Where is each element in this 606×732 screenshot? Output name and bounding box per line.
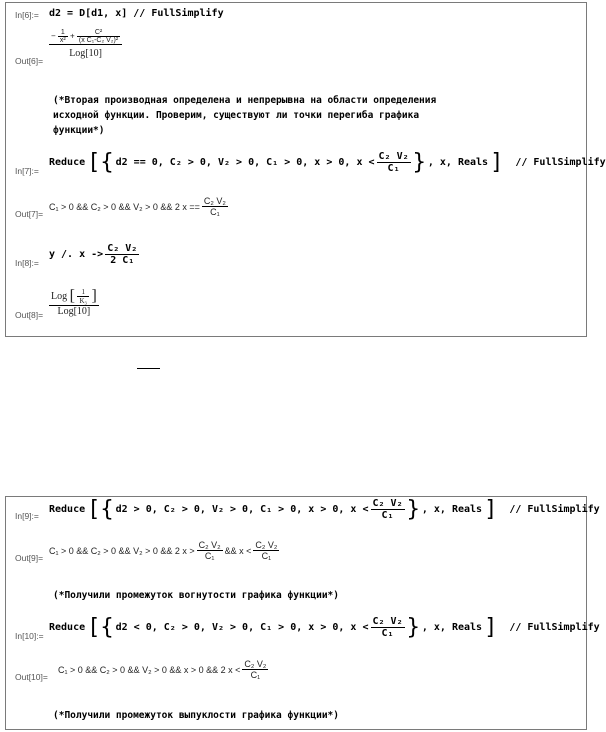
out8-denominator: Log[10] [57,306,91,317]
in8-frac-num: C₂ V₂ [107,243,138,254]
out9-frac1-num: C₂ V₂ [198,540,221,550]
out10-frac-num: C₂ V₂ [244,659,267,669]
out7-frac-num: C₂ V₂ [203,196,226,206]
in7-vars: , x, Reals [427,157,489,168]
out10-label: Out[10]= [15,672,48,682]
in9-label: In[9]:= [15,511,39,521]
out7-text: C₁ > 0 && C₂ > 0 && V₂ > 0 && 2 x == [49,201,200,212]
in10-conditions: d2 < 0, C₂ > 0, V₂ > 0, C₁ > 0, x > 0, x < [115,622,369,633]
in7-label: In[7]:= [15,166,39,176]
in9-reduce: Reduce [49,504,86,515]
notebook-cells-bottom: In[9]:= Reduce [{ d2 > 0, C₂ > 0, V₂ > 0, C₁ > 0, x > 0, x < $\frac{\text{C₂ V₂}}{\text{C₁}}$ } , x, Reals ] // FullSimplify Out[9]= C₁ > 0 && C₂ > 0 && V₂ > 0 && 2 x > $\frac{\text{C₂ V₂}}{\text{C₁}}$ && x < $\frac{\text{C₂ V₂}}{\text{C₁}}$ (*Получили промежуток вогнутости графика функции*) In[10]:= Reduce [{ d2 < 0, C₂ > 0, V₂ > 0, C₁ > 0, x > 0, x < $\frac{\text{C₂ V₂}}{\text{C₁}}$ } , x, Reals ] // FullSimplify Out[10]= C₁ > 0 && C₂ > 0 && V₂ > 0 && x > 0 && 2 x < $\frac{\text{C₂ V₂}}{\text{C₁}}$ (*Получили промежуток выпуклости графика функции*) [5,496,587,730]
out6-term1-den: x² [59,37,66,44]
comment3-text: (*Получили промежуток выпуклости графика функции*) [53,710,339,721]
in9-suffix: // FullSimplify [509,504,600,515]
in7-frac-num: C₂ V₂ [378,151,409,162]
in8-text: y /. x -> [49,249,104,260]
in10-frac-den: C₁ [381,628,394,639]
out7-frac-den: C₁ [210,207,220,217]
out9-label: Out[9]= [15,553,44,563]
comment1-line1: (*Вторая производная определена и непрерывна на области определения [53,95,437,106]
out6-term2-den: (x C₁-C₂ V₂)² [78,37,119,44]
out10-frac-den: C₁ [250,670,261,680]
out8-inner-den: K₃ [79,297,87,305]
in7-reduce: Reduce [49,157,86,168]
in8-frac-den: 2 C₁ [110,255,135,266]
out6-term2-num: C² [77,29,120,37]
out9-frac1-den: C₁ [204,551,215,561]
in9-frac-den: C₁ [381,510,394,521]
in7-frac-den: C₁ [387,163,400,174]
comment2-text: (*Получили промежуток вогнутости графика функции*) [53,590,339,601]
out9-text: C₁ > 0 && C₂ > 0 && V₂ > 0 && 2 x > [49,545,195,556]
in9-frac-num: C₂ V₂ [372,498,403,509]
out8-label: Out[8]= [15,310,44,320]
in9-vars: , x, Reals [421,504,483,515]
out10-text: C₁ > 0 && C₂ > 0 && V₂ > 0 && x > 0 && 2 x < [58,664,241,675]
out7-label: Out[7]= [15,209,44,219]
comment1-line2: исходной функции. Проверим, существуют ли точки перегиба графика [53,110,420,121]
in10-reduce: Reduce [49,622,86,633]
out6-expression: − $\frac{1}{\text{x²}}$ + $\frac{\text{C²}}{\text{(x C₁-C₂ V₂)²}}$ Log[10] [49,29,122,59]
out9-mid: && x < [224,545,252,556]
out6-term1-num: 1 [58,29,68,37]
in10-vars: , x, Reals [421,622,483,633]
out8-inner-num: 1 [77,288,89,297]
comment1-line3: функции*) [53,125,105,136]
out9-frac2-den: C₁ [261,551,272,561]
fraction-bar-fragment [137,368,160,369]
in6-label: In[6]:= [15,10,39,20]
in7-suffix: // FullSimplify [515,157,606,168]
in6-code[interactable]: d2 = D[d1, x] // FullSimplify [49,8,224,19]
in9-conditions: d2 > 0, C₂ > 0, V₂ > 0, C₁ > 0, x > 0, x < [115,504,369,515]
in10-label: In[10]:= [15,631,44,641]
out6-denominator: Log[10] [69,48,102,59]
in8-label: In[8]:= [15,258,39,268]
out9-frac2-num: C₂ V₂ [255,540,278,550]
in10-suffix: // FullSimplify [509,622,600,633]
notebook-cells-top: In[6]:= d2 = D[d1, x] // FullSimplify Out[6]= − $\frac{1}{\text{x²}}$ + $\frac{\text{C²}}{\text{(x C₁-C₂ V₂)²}}$ Log[10] (*Вторая производная определена и непрерывна на области определения исходной функции. Проверим, существуют ли точки перегиба графика функции*) In[7]:= Reduce [{ d2 == 0, C₂ > 0, V₂ > 0, C₁ > 0, x > 0, x < $\frac{\text{C₂ V₂}}{\text{C₁}}$ } , x, Reals ] // FullSimplify Out[7]= C₁ > 0 && C₂ > 0 && V₂ > 0 && 2 x == $\frac{\text{C₂ V₂}}{\text{C₁}}$ In[8]:= y /. x -> $\frac{\text{C₂ V₂}}{\text{2 C₁}}$ Out[8]= Log [ $\frac{1}{\text{K₃}}$ ] Log[10] [5,2,587,337]
out6-label: Out[6]= [15,56,44,66]
out8-log: Log [51,290,68,302]
in7-conditions: d2 == 0, C₂ > 0, V₂ > 0, C₁ > 0, x > 0, x < [115,157,375,168]
in10-frac-num: C₂ V₂ [372,616,403,627]
